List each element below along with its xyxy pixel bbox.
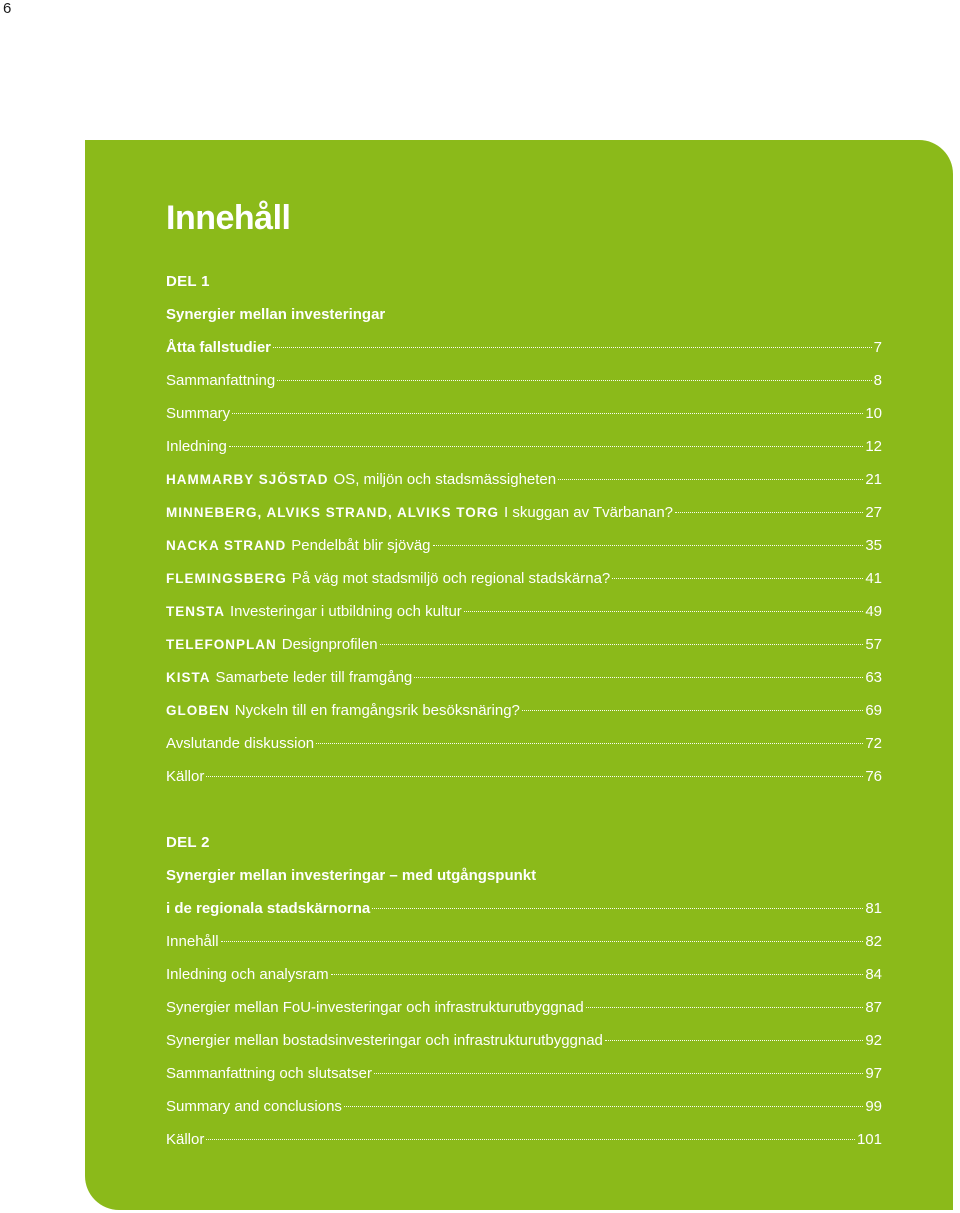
entry-location: TENSTA — [166, 604, 225, 619]
part-heading: Synergier mellan investeringar – med utgångspunkt — [166, 867, 537, 884]
toc-part-1 — [166, 265, 882, 793]
entry-page-number: 72 — [865, 735, 882, 752]
toc-entry[interactable] — [166, 925, 882, 958]
entry-page-number: 57 — [865, 636, 882, 653]
toc-entry[interactable] — [166, 1024, 882, 1057]
entry-page-number: 12 — [865, 438, 882, 455]
toc-entry[interactable] — [166, 1057, 882, 1090]
entry-title: Synergier mellan bostadsinvesteringar och infrastrukturutbyggnad — [166, 1032, 603, 1049]
dot-leader — [331, 974, 864, 975]
dot-leader — [414, 677, 863, 678]
entry-page-number: 49 — [865, 603, 882, 620]
entry-title: Åtta fallstudier — [166, 339, 272, 356]
entry-title: Källor — [166, 768, 205, 785]
toc-entry[interactable] — [166, 496, 882, 529]
toc-entries — [166, 892, 882, 1156]
dot-leader — [374, 1073, 863, 1074]
entry-title: Pendelbåt blir sjöväg — [291, 537, 431, 554]
dot-leader — [344, 1106, 863, 1107]
dot-leader — [206, 1139, 855, 1140]
entry-title: Innehåll — [166, 933, 219, 950]
entry-title: Källor — [166, 1131, 205, 1148]
dot-leader — [229, 446, 863, 447]
dot-leader — [464, 611, 864, 612]
entry-page-number: 10 — [865, 405, 882, 422]
dot-leader — [206, 776, 863, 777]
entry-page-number: 92 — [865, 1032, 882, 1049]
dot-leader — [522, 710, 863, 711]
dot-leader — [277, 380, 871, 381]
dot-leader — [612, 578, 863, 579]
toc-entry[interactable] — [166, 1123, 882, 1156]
toc-entry[interactable] — [166, 892, 882, 925]
toc-entry[interactable] — [166, 958, 882, 991]
entry-title: OS, miljön och stadsmässigheten — [333, 471, 557, 488]
entry-title: Designprofilen — [281, 636, 378, 653]
part-heading: Synergier mellan investeringar — [166, 306, 386, 323]
toc-entry[interactable] — [166, 595, 882, 628]
entry-page-number: 99 — [865, 1098, 882, 1115]
entry-title: Avslutande diskussion — [166, 735, 315, 752]
entry-location: KISTA — [166, 670, 211, 685]
dot-leader — [558, 479, 863, 480]
toc-entry[interactable] — [166, 760, 882, 793]
entry-title: Inledning — [166, 438, 227, 455]
entry-page-number: 82 — [865, 933, 882, 950]
entry-title: Investeringar i utbildning och kultur — [230, 603, 462, 620]
entry-title: I skuggan av Tvärbanan? — [504, 504, 674, 521]
dot-leader — [372, 908, 863, 909]
toc-entry[interactable] — [166, 562, 882, 595]
entry-page-number: 84 — [865, 966, 882, 983]
dot-leader — [433, 545, 864, 546]
dot-leader — [586, 1007, 864, 1008]
toc-entry[interactable] — [166, 397, 882, 430]
toc-entry[interactable] — [166, 694, 882, 727]
entry-location: MINNEBERG, ALVIKS STRAND, ALVIKS TORG — [166, 505, 500, 520]
toc-entry[interactable] — [166, 430, 882, 463]
entry-page-number: 87 — [865, 999, 882, 1016]
entry-title: Samarbete leder till framgång — [215, 669, 413, 686]
entry-title: Summary and conclusions — [166, 1098, 342, 1115]
part-label: DEL 1 — [166, 273, 210, 290]
dot-leader — [232, 413, 863, 414]
toc-entry[interactable] — [166, 991, 882, 1024]
entry-title: Sammanfattning — [166, 372, 276, 389]
dot-leader — [221, 941, 864, 942]
entry-title: Nyckeln till en framgångsrik besöksnäring? — [234, 702, 520, 719]
entry-title: Synergier mellan FoU-investeringar och infrastrukturutbyggnad — [166, 999, 584, 1016]
part-label: DEL 2 — [166, 834, 210, 851]
toc-part-2 — [166, 826, 882, 1156]
entry-location: FLEMINGSBERG — [166, 571, 287, 586]
entry-page-number: 41 — [865, 570, 882, 587]
entry-title: På väg mot stadsmiljö och regional stadskärna? — [291, 570, 611, 587]
entry-page-number: 81 — [865, 900, 882, 917]
entry-title: Summary — [166, 405, 231, 422]
entry-page-number: 97 — [865, 1065, 882, 1082]
entry-page-number: 69 — [865, 702, 882, 719]
entry-page-number: 101 — [856, 1131, 882, 1148]
toc-entry[interactable] — [166, 628, 882, 661]
entry-page-number: 76 — [865, 768, 882, 785]
dot-leader — [380, 644, 864, 645]
entry-page-number: 35 — [865, 537, 882, 554]
toc-entry[interactable] — [166, 1090, 882, 1123]
entry-title: Sammanfattning och slutsatser — [166, 1065, 372, 1082]
dot-leader — [316, 743, 863, 744]
toc-entry[interactable] — [166, 529, 882, 562]
entry-page-number: 21 — [865, 471, 882, 488]
entry-page-number: 27 — [865, 504, 882, 521]
entry-page-number: 8 — [873, 372, 882, 389]
entry-location: TELEFONPLAN — [166, 637, 277, 652]
entry-location: HAMMARBY SJÖSTAD — [166, 472, 329, 487]
entry-location: GLOBEN — [166, 703, 230, 718]
page-title: Innehåll — [166, 199, 291, 237]
toc-entry[interactable] — [166, 661, 882, 694]
dot-leader — [605, 1040, 863, 1041]
toc-entry[interactable] — [166, 331, 882, 364]
entry-title: Inledning och analysram — [166, 966, 329, 983]
entry-page-number: 63 — [865, 669, 882, 686]
dot-leader — [675, 512, 863, 513]
entry-title: i de regionala stadskärnorna — [166, 900, 371, 917]
toc-entry[interactable] — [166, 364, 882, 397]
entry-location: NACKA STRAND — [166, 538, 287, 553]
page-number: 6 — [3, 0, 12, 17]
toc-entries — [166, 331, 882, 793]
toc-entry[interactable] — [166, 463, 882, 496]
dot-leader — [273, 347, 872, 348]
entry-page-number: 7 — [873, 339, 882, 356]
toc-entry[interactable] — [166, 727, 882, 760]
